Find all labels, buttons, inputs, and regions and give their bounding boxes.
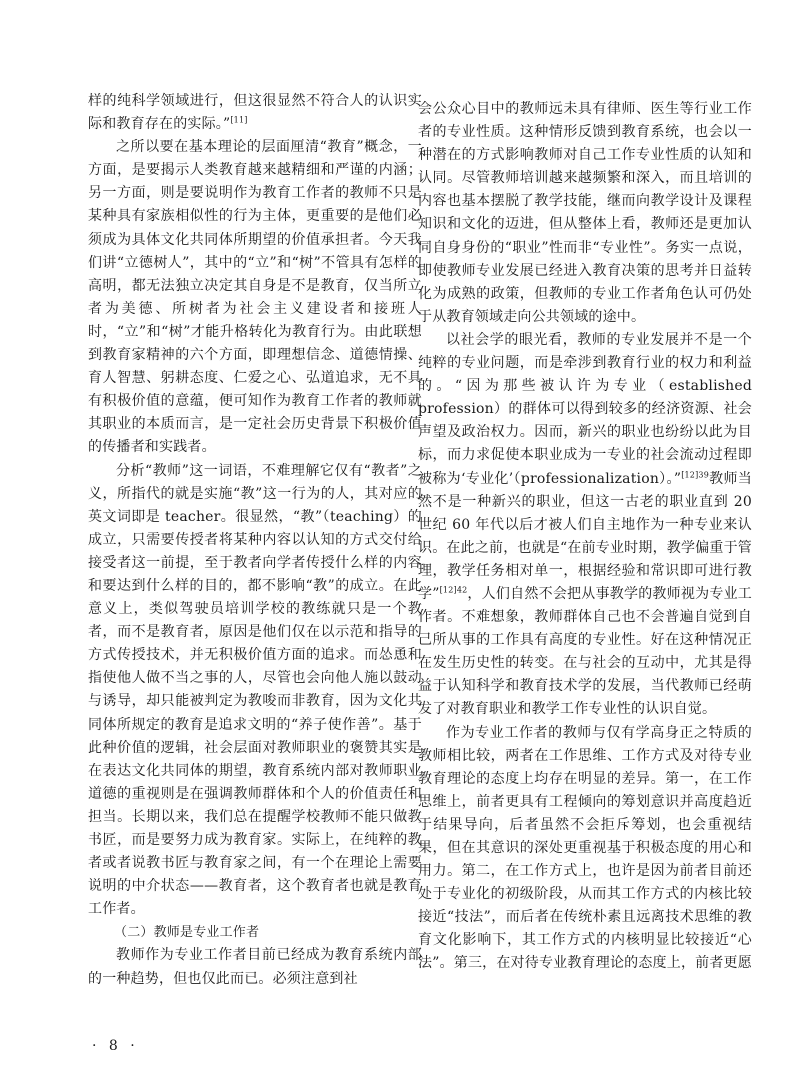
citation: [11] [230, 115, 248, 125]
section-heading: （二）教师是专业工作者 [114, 925, 260, 941]
paragraph: 分析“教师”这一词语，不难理解它仅有“教者”之义，所指代的就是实施“教”这一行为的人，其对应的英文词即是 teacher。很显然，“教”（teaching）的成立，只需要传授者将某种内容以认知的方式交付给接受者这一前提，至于教者向学者传授什么样的内容和要达到什么样的目的，都不影响“教”的成立。在此意义上，类似驾驶员培训学校的教练就只是一个教者，而不是教育者，原因是他们仅在以示范和指导的方式传授技术，并无积极价值方面的追求。而怂恿和指使他人做不当之事的人，尽管也会向他人施以鼓动与诱导，却只能被判定为教唆而非教育，因为文化共同体所规定的教育是追求文明的“养子使作善”。基于此种价值的逻辑，社会层面对教师职业的褒赞其实是在表达文化共同体的期望，教育系统内部对教师职业道德的重视则是在强调教师群体和个人的价值责任和担当。长期以来，我们总在提醒学校教师不能只做教书匠，而是要努力成为教育家。实际上，在纯粹的教者或者说教书匠与教育家之间，有一个在理论上需要说明的中介状态——教育者，这个教育者也就是教育工作者。 [88, 462, 422, 918]
paragraph: 样的纯科学领域进行，但这很显然不符合人的认识实际和教育存在的实际。”[11] [88, 93, 422, 133]
left-column [88, 90, 422, 991]
paragraph: 教师作为专业工作者目前已经成为教育系统内部的一种趋势，但也仅此而已。必须注意到社 [88, 947, 422, 987]
right-column [418, 98, 752, 976]
paragraph: 会公众心目中的教师远未具有律师、医生等行业工作者的专业性质。这种情形反馈到教育系统，也会以一种潜在的方式影响教师对自己工作专业性质的认知和认同。尽管教师培训越来越频繁和深入，而且培训的内容也基本摆脱了教学技能，继而向教学设计及课程知识和文化的迈进，但从整体上看，教师还是更加认同自身身份的“职业”性而非“专业性”。务实一点说，即使教师专业发展已经进入教育决策的思考并日益转化为成熟的政策，但教师的专业工作者角色认可仍处于从教育领域走向公共领域的途中。 [418, 101, 752, 325]
citation: [12]42 [439, 585, 468, 595]
paragraph: 之所以要在基本理论的层面厘清“教育”概念，一方面，是要揭示人类教育越来越精细和严谨的内涵；另一方面，则是要说明作为教育工作者的教师不只是某种具有家族相似性的行为主体，更重要的是他们必须成为具体文化共同体所期望的价值承担者。今天我们讲“立德树人”，其中的“立”和“树”不管具有怎样的高明，都无法独立决定其自身是不是教育，仅当所立者为美德、所树者为社会主义建设者和接班人时，“立”和“树”才能升格转化为教育行为。由此联想到教育家精神的六个方面，即理想信念、道德情操、育人智慧、躬耕态度、仁爱之心、弘道追求，无不具有积极价值的意蕴，便可知作为教育工作者的教师就其职业的本质而言，是一定社会历史背景下积极价值的传播者和实践者。 [88, 139, 422, 456]
citation: [12]39 [681, 469, 709, 479]
paragraph: 作为专业工作者的教师与仅有学高身正之特质的教师相比较，两者在工作思维、工作方式及对待专业教育理论的态度上均存在明显的差异。第一，在工作思维上，前者更具有工程倾向的筹划意识并高度趋近于结果导向，后者虽然不会拒斥筹划，也会重视结果，但在其意识的深处更重视基于积极态度的用心和用力。第二，在工作方式上，也许是因为前者目前还处于专业化的初级阶段，从而其工作方式的内核比较接近“技法”，而后者在传统朴素且远离技术思维的教育文化影响下，其工作方式的内核明显比较接近“心法”。第三，在对待专业教育理论的态度上，前者更愿 [418, 724, 752, 972]
paragraph: 以社会学的眼光看，教师的专业发展并不是一个纯粹的专业问题，而是牵涉到教育行业的权力和利益的。“因为那些被认许为专业（established profession）的群体可以得到较多的经济资源、社会声望及政治权力。因而，新兴的职业也纷纷以此为目标，而力求促使本职业成为一专业的社会流动过程即被称为‘专业化’（professionalization）。”$^{[12]39}$教师当然不是一种新兴的职业，但这一古老的职业直到 20 世纪 60 年代以后才被人们自主地作为一种专业来认识。在此之前，也就是“在前专业时期，教学偏重于管理，教学任务相对单一，根据经验和常识即可进行教学”$^{[12]42}$，人们自然不会把从事教学的教师视为专业工作者。不难想象，教师群体自己也不会普遍自觉到自己所从事的工作具有高度的专业性。好在这种情况正在发生历史性的转变。在与社会的互动中，尤其是得益于认知科学和教育技术学的发展，当代教师已经萌发了对教育职业和教学工作专业性的认识自觉。 [418, 331, 753, 718]
page-number: · 8 · [92, 1038, 139, 1054]
